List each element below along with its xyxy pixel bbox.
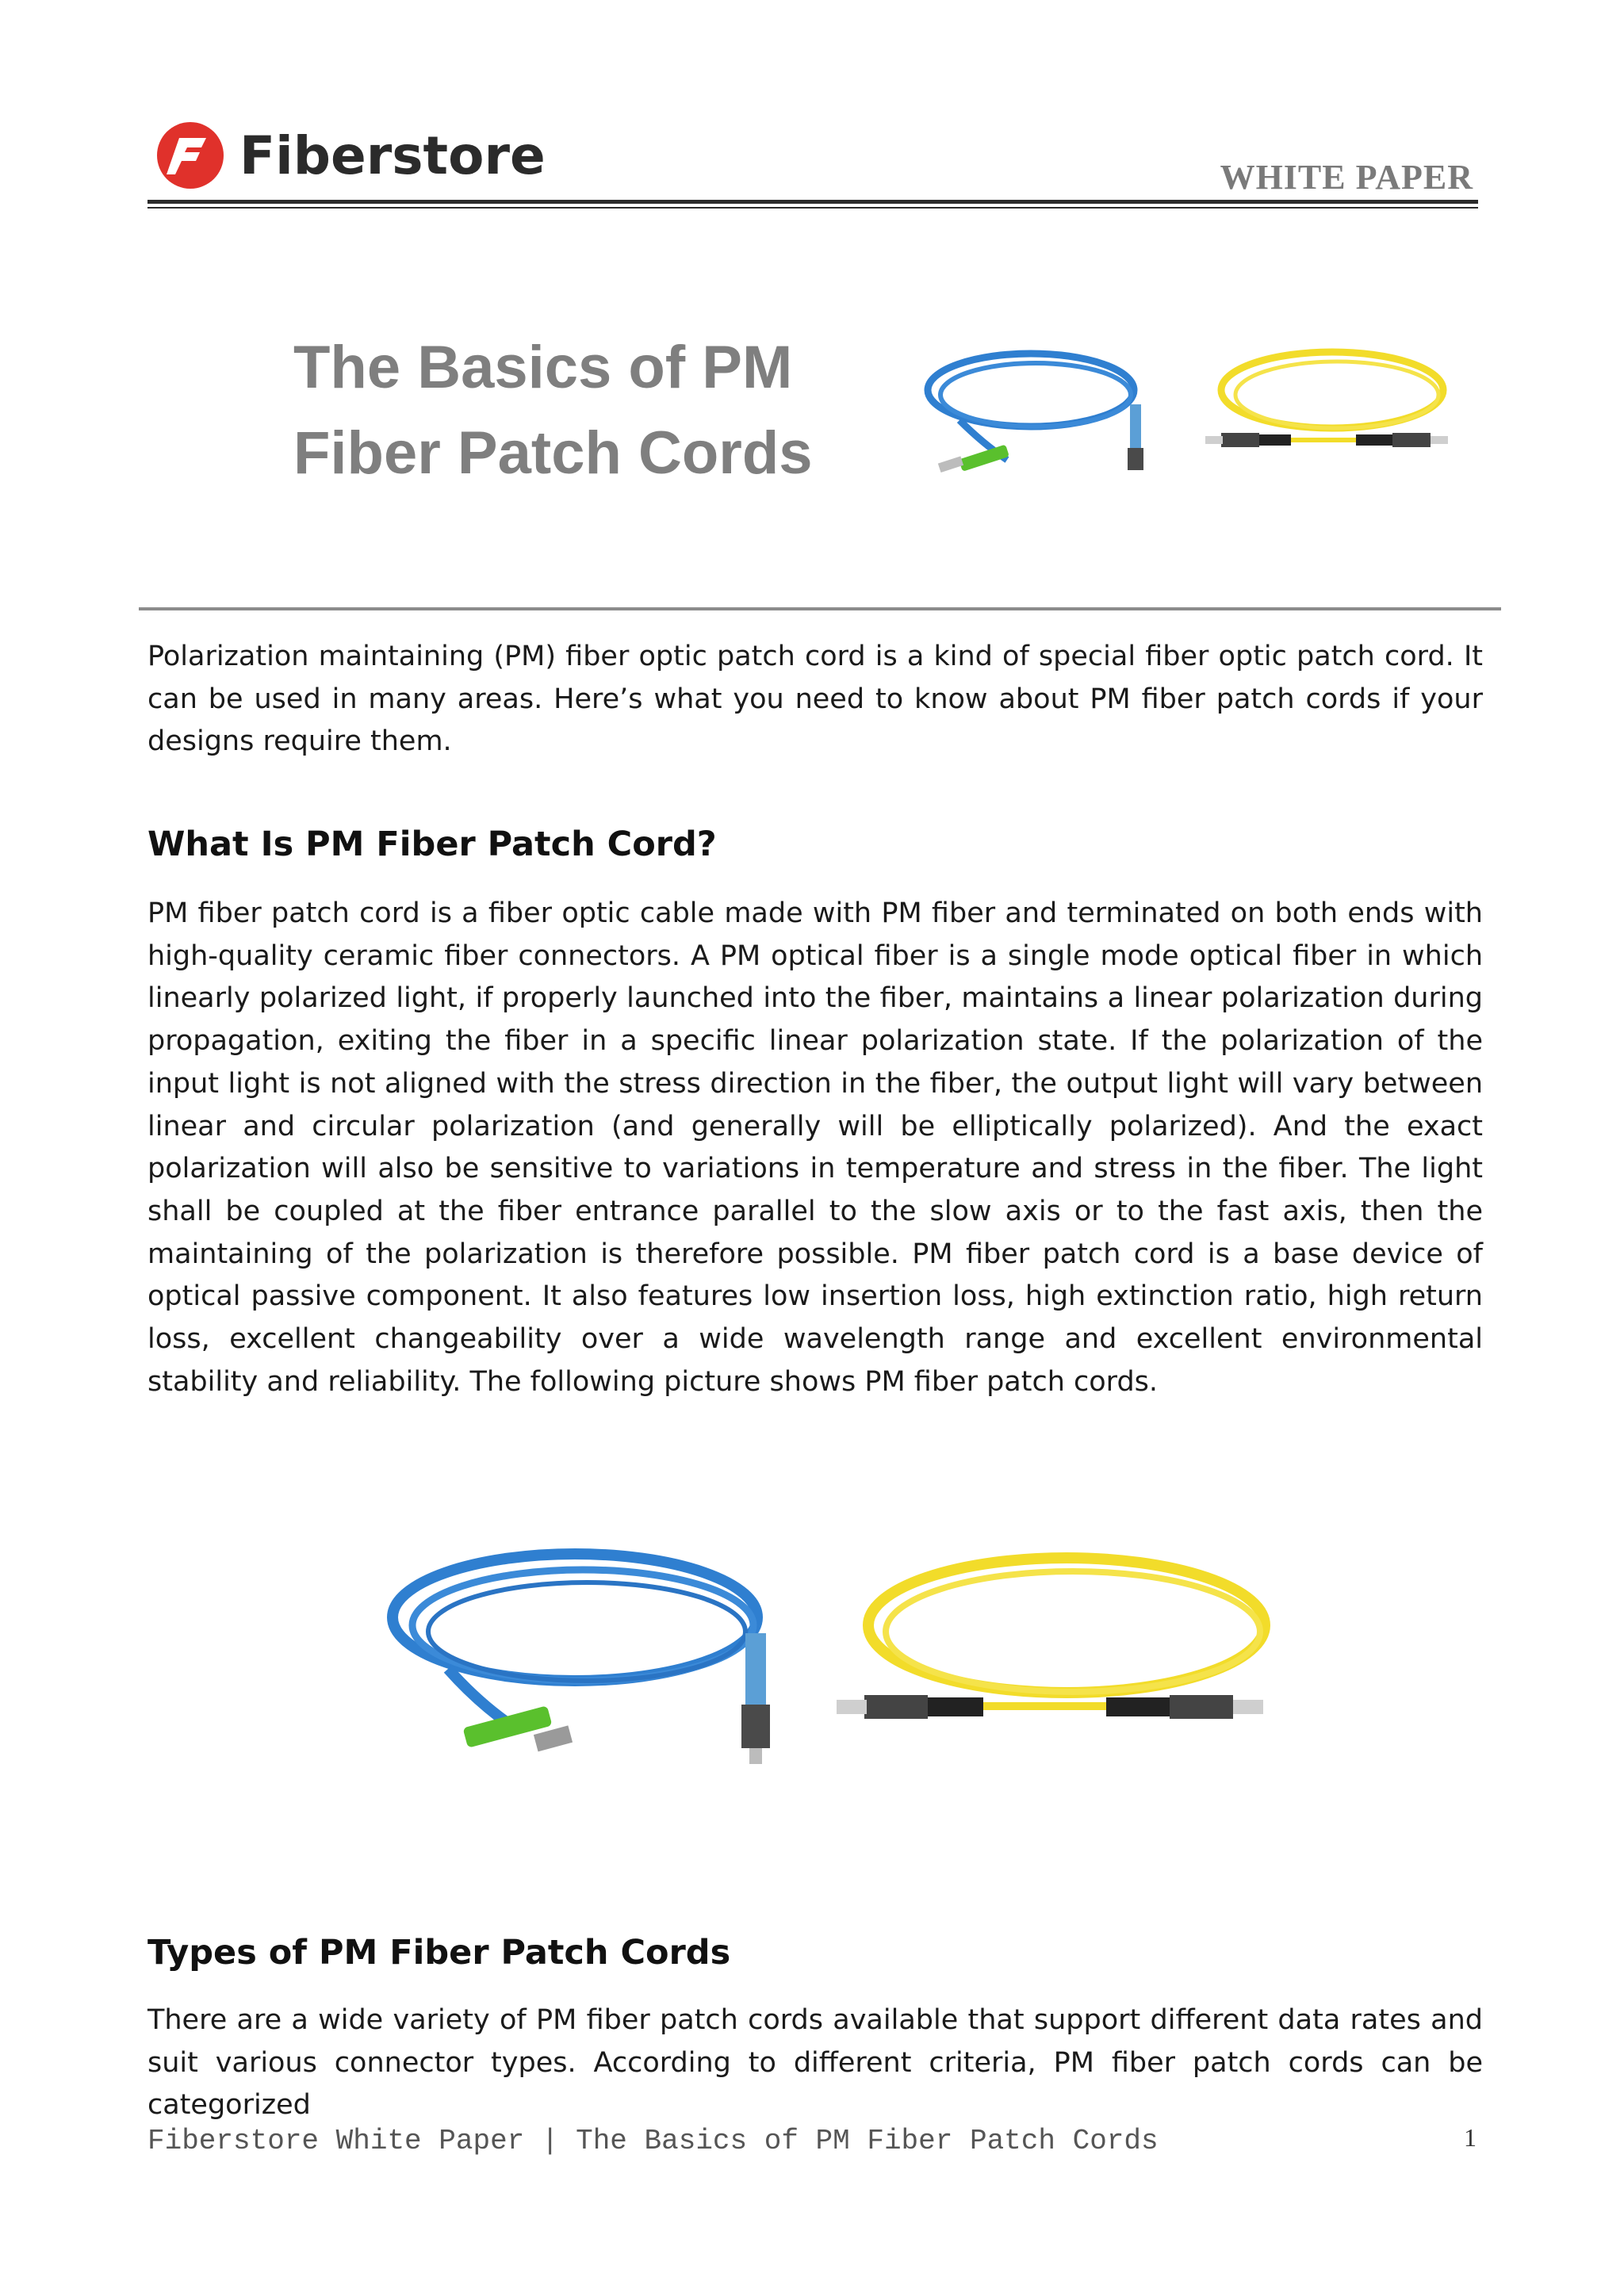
brand-logo: [155, 117, 546, 193]
section-types-body: There are a wide variety of PM fiber patch cords available that support different data rates and suit various connector types. According to different criteria, PM fiber patch cords can be categorized: [147, 2004, 1483, 2122]
blue-pm-patch-cord-figure: [377, 1530, 789, 1792]
brand-name: Fiberstore: [239, 124, 546, 186]
section-heading-types: Types of PM Fiber Patch Cords: [147, 1933, 731, 1973]
intro-paragraph: Polarization maintaining (PM) fiber optic patch cord is a kind of special fiber optic patch cord. It can be used in many areas. Here’s what you need to know about PM fiber patch cords if your designs require them.: [147, 641, 1483, 758]
title-line-1: The Basics of PM: [293, 334, 793, 401]
section-what-is-body: PM fiber patch cord is a fiber optic cable made with PM fiber and terminated on both ends with high-quality ceramic fiber connectors. A PM optical fiber is a single mode optical fiber in which linearly polarized light, if properly launched into the fiber, maintains a linear polarization during propagation, exiting the fiber in a specific linear polarization state. If the polarization of the input light is not aligned with the stress direction in the fiber, the output light will vary between linear and circular polarization (and generally will be elliptically polarized). And the exact polarization will also be sensitive to variations in temperature and stress in the fiber. The light shall be coupled at the fiber entrance parallel to the slow axis or to the fast axis, then the maintaining of the polarization is therefore possible. PM fiber patch cord is a base device of optical passive component. It also features low insertion loss, high extinction ratio, high return loss, excellent changeability over a wide wavelength range and excellent environmental stability and reliability. The following picture shows PM fiber patch cords.: [147, 897, 1483, 1398]
page-number: 1: [1464, 2123, 1477, 2152]
fiberstore-logo-icon: [155, 121, 225, 190]
page-title: [293, 325, 813, 496]
blue-patch-cord-image: [912, 333, 1158, 484]
title-line-2: Fiber Patch Cords: [293, 419, 813, 487]
yellow-pm-patch-cord-figure: [829, 1530, 1289, 1792]
yellow-patch-cord-image: [1197, 333, 1459, 476]
title-divider: [139, 607, 1501, 610]
document-type-label: WHITE PAPER: [1220, 158, 1473, 197]
footer-text: Fiberstore White Paper | The Basics of PM Fiber Patch Cords: [147, 2125, 1159, 2157]
header-rule: [147, 200, 1478, 204]
header-rule-thin: [147, 207, 1478, 209]
section-heading-what-is: What Is PM Fiber Patch Cord?: [147, 825, 717, 864]
